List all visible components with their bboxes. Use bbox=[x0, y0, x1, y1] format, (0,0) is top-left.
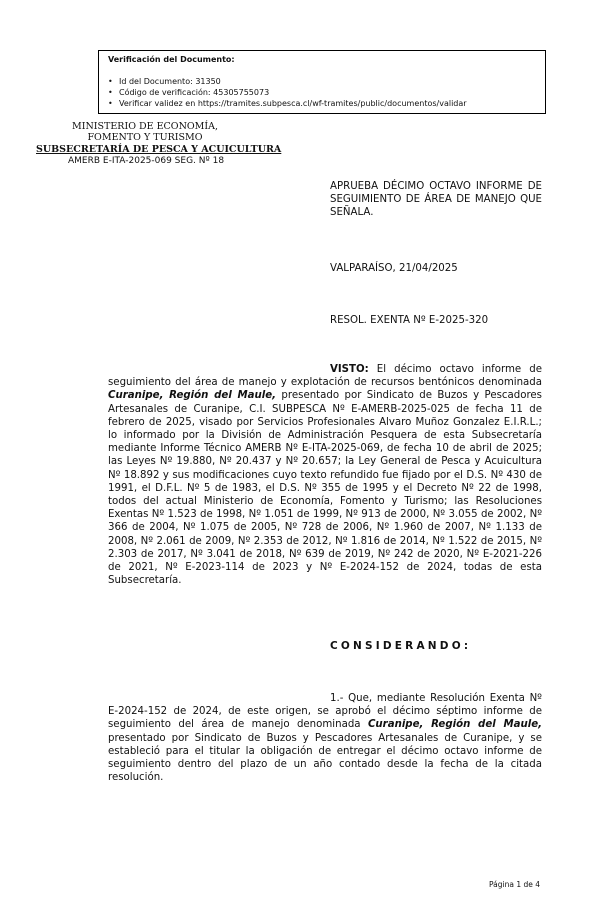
ministry-line-2: FOMENTO Y TURISMO bbox=[87, 132, 203, 143]
verification-box bbox=[98, 50, 546, 114]
page-number: Página 1 de 4 bbox=[488, 880, 540, 889]
verification-title: Verificación del Documento: bbox=[108, 55, 235, 64]
ministry-line-1: MINISTERIO DE ECONOMÍA, bbox=[71, 121, 219, 132]
verification-code: • Código de verificación: 45305755073 bbox=[108, 87, 467, 98]
resolution-number: RESOL. EXENTA Nº E-2025-320 bbox=[330, 315, 489, 326]
subsecretaria-name: SUBSECRETARÍA DE PESCA Y ACUICULTURA bbox=[36, 144, 282, 155]
visto-text-1: El décimo octavo informe de seguimiento del área de manejo y explotación de recursos bentónicos denominada bbox=[108, 364, 542, 389]
verification-url[interactable]: • Verificar validez en https://tramites.subpesca.cl/wf-tramites/public/documentos/validar bbox=[108, 98, 467, 109]
ministry-name bbox=[60, 121, 230, 143]
document-reference: AMERB E-ITA-2025-069 SEG. Nº 18 bbox=[68, 156, 225, 166]
visto-label: VISTO: bbox=[330, 364, 369, 375]
resolution-subject: APRUEBA DÉCIMO OCTAVO INFORME DE SEGUIMIENTO DE ÁREA DE MANEJO QUE SEÑALA. bbox=[330, 181, 542, 218]
verification-document-id: • Id del Documento: 31350 bbox=[108, 76, 467, 87]
visto-paragraph bbox=[108, 363, 542, 587]
visto-area-name: Curanipe, Región del Maule, bbox=[108, 390, 277, 402]
considerando-item-1-text-2: presentado por Sindicato de Buzos y Pescadores Artesanales de Curanipe, y se estableció para el titular la obligación de entregar el décimo octavo informe de seguimiento dentro del plazo de un año contado desde la fecha de la citada resolución. bbox=[108, 732, 542, 784]
considerando-item-1-area: Curanipe, Región del Maule, bbox=[367, 719, 542, 731]
considerando-item-1 bbox=[108, 692, 542, 784]
considerando-heading: CONSIDERANDO: bbox=[330, 640, 472, 652]
place-date: VALPARAÍSO, 21/04/2025 bbox=[330, 263, 458, 274]
visto-text-2: presentado por Sindicato de Buzos y Pescadores Artesanales de Curanipe, C.I. SUBPESCA Nº E-AMERB-2025-025 de fecha 11 de febrero de 2025, visado por Servicios Profesionales Alvaro Muñoz Gonzalez E.I.R.L.; lo informado por la División de Administración Pesquera de esta Subsecretaría mediante Informe Técnico AMERB Nº E-ITA-2025-069, de fecha 10 de abril de 2025; las Leyes Nº 19.880, Nº 20.437 y Nº 20.657; la Ley General de Pesca y Acuicultura Nº 18.892 y sus modificaciones cuyo texto refundido fue fijado por el D.S. Nº 430 de 1991, el D.F.L. Nº 5 de 1983, el D.S. Nº 355 de 1995 y el Decreto Nº 22 de 1998, todos del actual Ministerio de Economía, Fomento y Turismo; las Resoluciones Exentas Nº 1.523 de 1998, Nº 1.051 de 1999, Nº 913 de 2000, Nº 3.055 de 2002, Nº 366 de 2004, Nº 1.075 de 2005, Nº 728 de 2006, Nº 1.960 de 2007, Nº 1.133 de 2008, Nº 2.061 de 2009, Nº 2.353 de 2012, Nº 1.816 de 2014, Nº 1.522 de 2015, Nº 2.303 de 2017, Nº 3.041 de 2018, Nº 639 de 2019, Nº 242 de 2020, Nº E-2021-226 de 2021, Nº E-2023-114 de 2023 y Nº E-2024-152 de 2024, todas de esta Subsecretaría. bbox=[108, 390, 542, 587]
verification-list bbox=[108, 76, 467, 109]
considerando-item-1-text-1: 1.- Que, mediante Resolución Exenta Nº E-2024-152 de 2024, de este origen, se aprobó el décimo séptimo informe de seguimiento del área de manejo denominada bbox=[108, 693, 542, 731]
